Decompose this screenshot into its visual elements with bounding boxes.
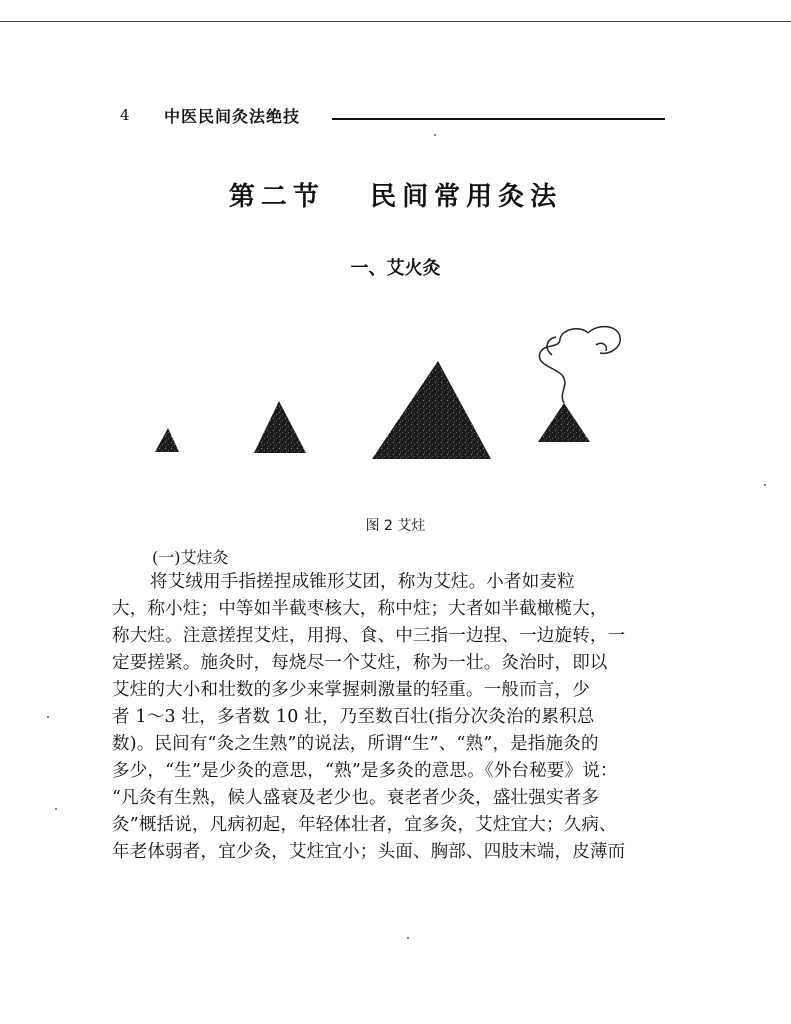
scan-speck bbox=[47, 716, 49, 718]
medium-cone-icon bbox=[254, 401, 306, 453]
top-rule bbox=[0, 21, 791, 22]
running-header bbox=[120, 104, 680, 132]
body-line: 定要搓紧。施灸时，每烧尽一个艾炷，称为一壮。灸治时，即以 bbox=[112, 653, 608, 673]
subsection-title: 一、艾火灸 bbox=[350, 258, 441, 279]
page-number: 4 bbox=[120, 106, 130, 124]
sub-heading: (一)艾炷灸 bbox=[152, 548, 229, 567]
body-line: “凡灸有生熟，候人盛衰及老少也。衰老者少灸，盛壮强实者多 bbox=[112, 788, 600, 808]
scan-speck bbox=[55, 808, 57, 810]
figure-caption: 图 2 艾炷 bbox=[365, 518, 426, 534]
body-line: 称大炷。注意搓捏艾炷，用拇、食、中三指一边捏、一边旋转，一 bbox=[112, 626, 626, 646]
burning-cone-icon bbox=[538, 403, 590, 442]
body-line: 灸”概括说，凡病初起，年轻体壮者，宜多灸，艾炷宜大；久病、 bbox=[112, 815, 617, 835]
body-line: 将艾绒用手指搓捏成锥形艾团，称为艾炷。小者如麦粒 bbox=[150, 572, 575, 592]
scan-speck bbox=[407, 937, 409, 939]
smoke-icon bbox=[539, 327, 620, 403]
body-line: 者 1～3 壮，多者数 10 壮，乃至数百壮(指分次灸治的累积总 bbox=[112, 707, 595, 727]
scan-speck bbox=[764, 484, 766, 486]
body-line: 艾炷的大小和壮数的多少来掌握刺激量的轻重。一般而言，少 bbox=[112, 680, 590, 700]
section-title: 第二节 民间常用灸法 bbox=[228, 182, 563, 212]
body-line: 数)。民间有“灸之生熟”的说法，所谓“生”、“熟”，是指施灸的 bbox=[112, 734, 599, 754]
header-rule bbox=[332, 118, 665, 120]
scan-speck bbox=[434, 134, 436, 136]
body-paragraph bbox=[112, 569, 684, 866]
body-line: 大，称小炷；中等如半截枣核大，称中炷；大者如半截橄榄大， bbox=[112, 599, 608, 619]
body-line: 多少，“生”是少灸的意思，“熟”是多灸的意思。《外台秘要》说： bbox=[112, 761, 618, 781]
book-title: 中医民间灸法绝技 bbox=[164, 107, 301, 126]
body-line: 年老体弱者，宜少灸，艾炷宜小；头面、胸部、四肢末端，皮薄而 bbox=[112, 842, 626, 862]
small-cone-icon bbox=[155, 428, 179, 452]
large-cone-icon bbox=[372, 361, 491, 459]
moxa-cones-figure bbox=[140, 315, 660, 475]
